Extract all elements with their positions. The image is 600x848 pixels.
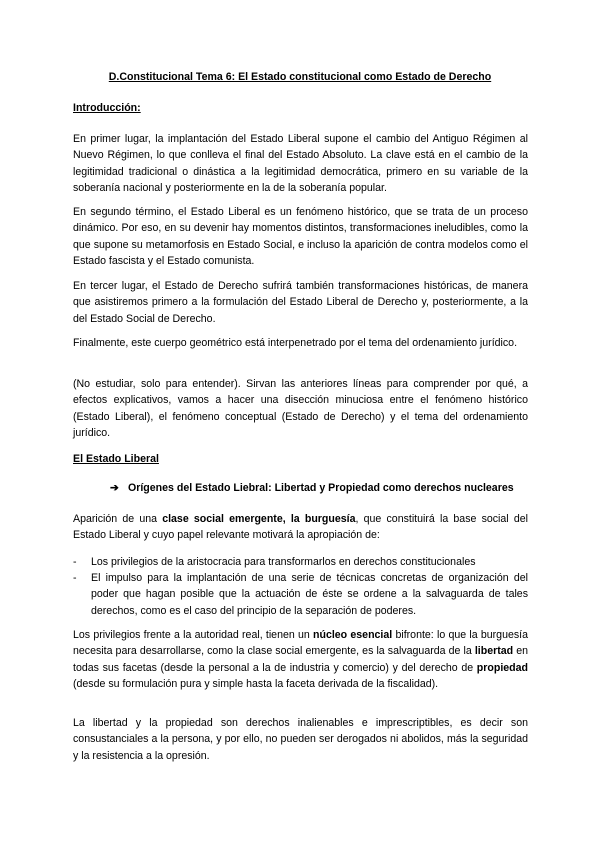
privilegios-paragraph: Los privilegios frente a la autoridad real, tienen un núcleo esencial bifronte: lo que la burguesía necesita para desarrollarse, como la clase social emergente, es la salvaguarda de la libertad en todas sus facetas (desde la personal a la de industria y comercio) y del derecho de propiedad (desde su formulación pura y simple hasta la faceta derivada de la fiscalidad).: [73, 629, 528, 690]
intro-paragraph-2: En segundo término, el Estado Liberal es un fenómeno histórico, que se trata de un proceso dinámico. Por eso, en su devenir hay momentos distintos, transformaciones ineludibles, como la que supone su metamorfosis en Estado Social, e incluso la aparición de contra modelos como el Estado fascista y el Estado comunista.: [73, 206, 528, 267]
subheading-text: Orígenes del Estado Liebral: Libertad y Propiedad como derechos nucleares: [128, 482, 514, 494]
libertad-paragraph: La libertad y la propiedad son derechos inalienables e imprescriptibles, es decir son consustanciales a la persona, y por ello, no pueden ser derogados ni abolidos, más la seguridad y la resistencia a la opresión.: [73, 717, 528, 762]
intro-paragraph-1: En primer lugar, la implantación del Estado Liberal supone el cambio del Antiguo Régimen al Nuevo Régimen, lo que conlleva el final del Estado Absoluto. La clave está en el cambio de la legitimidad tradicional o dinástica a la legitimidad democrática, primero en su variable de la soberanía nacional y posteriormente en la de la soberanía popular.: [73, 133, 528, 194]
burguesia-paragraph: Aparición de una clase social emergente, la burguesía, que constituirá la base social del Estado Liberal y cuyo papel relevante motivará la apropiación de:: [73, 513, 528, 542]
subheading: [110, 481, 514, 496]
intro-paragraph-3: En tercer lugar, el Estado de Derecho sufrirá también transformaciones históricas, de manera que asistiremos primero a la formulación del Estado Liberal de Derecho y, posteriormente, a la del Estado Social de Derecho.: [73, 280, 528, 325]
intro-paragraph-4: Finalmente, este cuerpo geométrico está interpenetrado por el tema del ordenamiento jurídico.: [73, 337, 518, 349]
intro-paragraph-5: (No estudiar, solo para entender). Sirvan las anteriores líneas para comprender por qué, a efectos explicativos, vamos a hacer una disección minuciosa entre el fenómeno histórico (Estado Liberal), el fenómeno conceptual (Estado de Derecho) y el tema del ordenamiento jurídico.: [73, 378, 528, 439]
arrow-right-icon: ➔: [110, 482, 119, 494]
intro-heading: Introducción:: [73, 102, 141, 114]
list-item: - Los privilegios de la aristocracia para transformarlos en derechos constitucionales: [73, 556, 476, 568]
page-title: D.Constitucional Tema 6: El Estado constitucional como Estado de Derecho: [108, 71, 492, 83]
list-item: - El impulso para la implantación de una serie de técnicas concretas de organización del poder que hagan posible que la actuación de éste se ordene a la salvaguarda de tales derechos, como es el caso del principio de la separación de poderes.: [73, 572, 528, 617]
section-heading: El Estado Liberal: [73, 453, 159, 465]
